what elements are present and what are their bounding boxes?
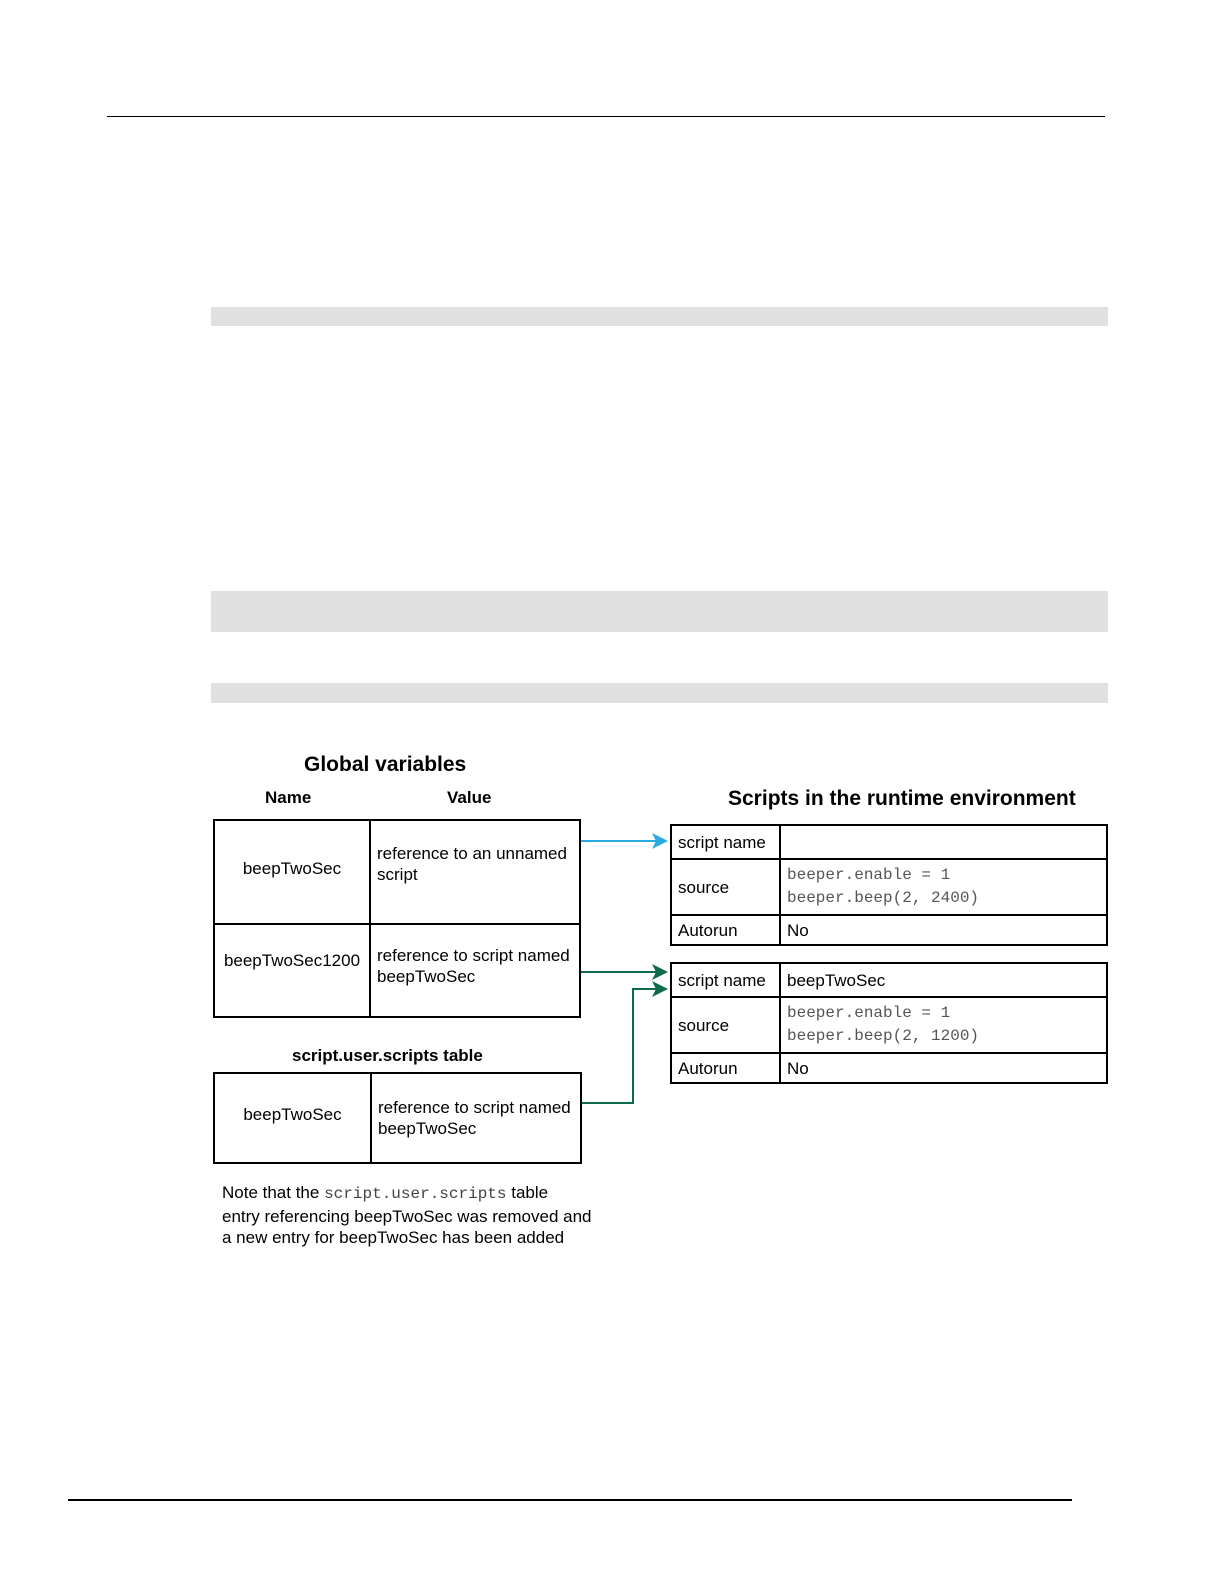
global-name: beepTwoSec	[242, 858, 342, 878]
source-label: source	[671, 997, 780, 1053]
autorun-value: No	[780, 915, 1107, 945]
note-part1: Note that the	[222, 1183, 325, 1202]
global-value-line2: script	[377, 865, 418, 884]
source-line1: beeper.enable = 1	[787, 1004, 951, 1022]
autorun-label: Autorun	[671, 1053, 780, 1083]
note-part2: table	[506, 1183, 549, 1202]
scripts-value-line1: reference to script named	[378, 1098, 571, 1117]
value-column-header: Value	[447, 788, 492, 807]
note-line3: a new entry for beepTwoSec has been added	[222, 1228, 565, 1247]
source-label: source	[671, 859, 780, 915]
source-line1: beeper.enable = 1	[787, 866, 951, 884]
runtime-title: Scripts in the runtime environment	[728, 787, 1076, 810]
note-line2: entry referencing beepTwoSec was removed and	[222, 1207, 592, 1226]
global-name: beepTwoSec1200	[223, 951, 361, 970]
global-value-line1: reference to script named	[377, 946, 570, 965]
green-arrow-upper	[581, 964, 668, 980]
script-name-label: script name	[671, 825, 780, 859]
blue-arrow	[581, 833, 668, 849]
scripts-value-line2: beepTwoSec	[378, 1119, 477, 1138]
name-column-header: Name	[265, 788, 312, 807]
autorun-label: Autorun	[671, 915, 780, 945]
global-value-line1: reference to an unnamed	[377, 844, 567, 863]
source-line2: beeper.beep(2, 1200)	[787, 1027, 980, 1045]
scripts-name: beepTwoSec	[243, 1104, 342, 1124]
source-line2: beeper.beep(2, 2400)	[787, 889, 980, 907]
script-name-label: script name	[671, 963, 780, 997]
scripts-table-title: script.user.scripts table	[292, 1046, 483, 1065]
global-value-line2: beepTwoSec	[377, 967, 476, 986]
green-arrow-lower	[582, 981, 668, 1103]
note-code: script.user.scripts	[324, 1185, 507, 1203]
global-variables-title: Global variables	[304, 753, 467, 776]
script-name-value: beepTwoSec	[780, 963, 1107, 997]
autorun-value: No	[780, 1053, 1107, 1083]
